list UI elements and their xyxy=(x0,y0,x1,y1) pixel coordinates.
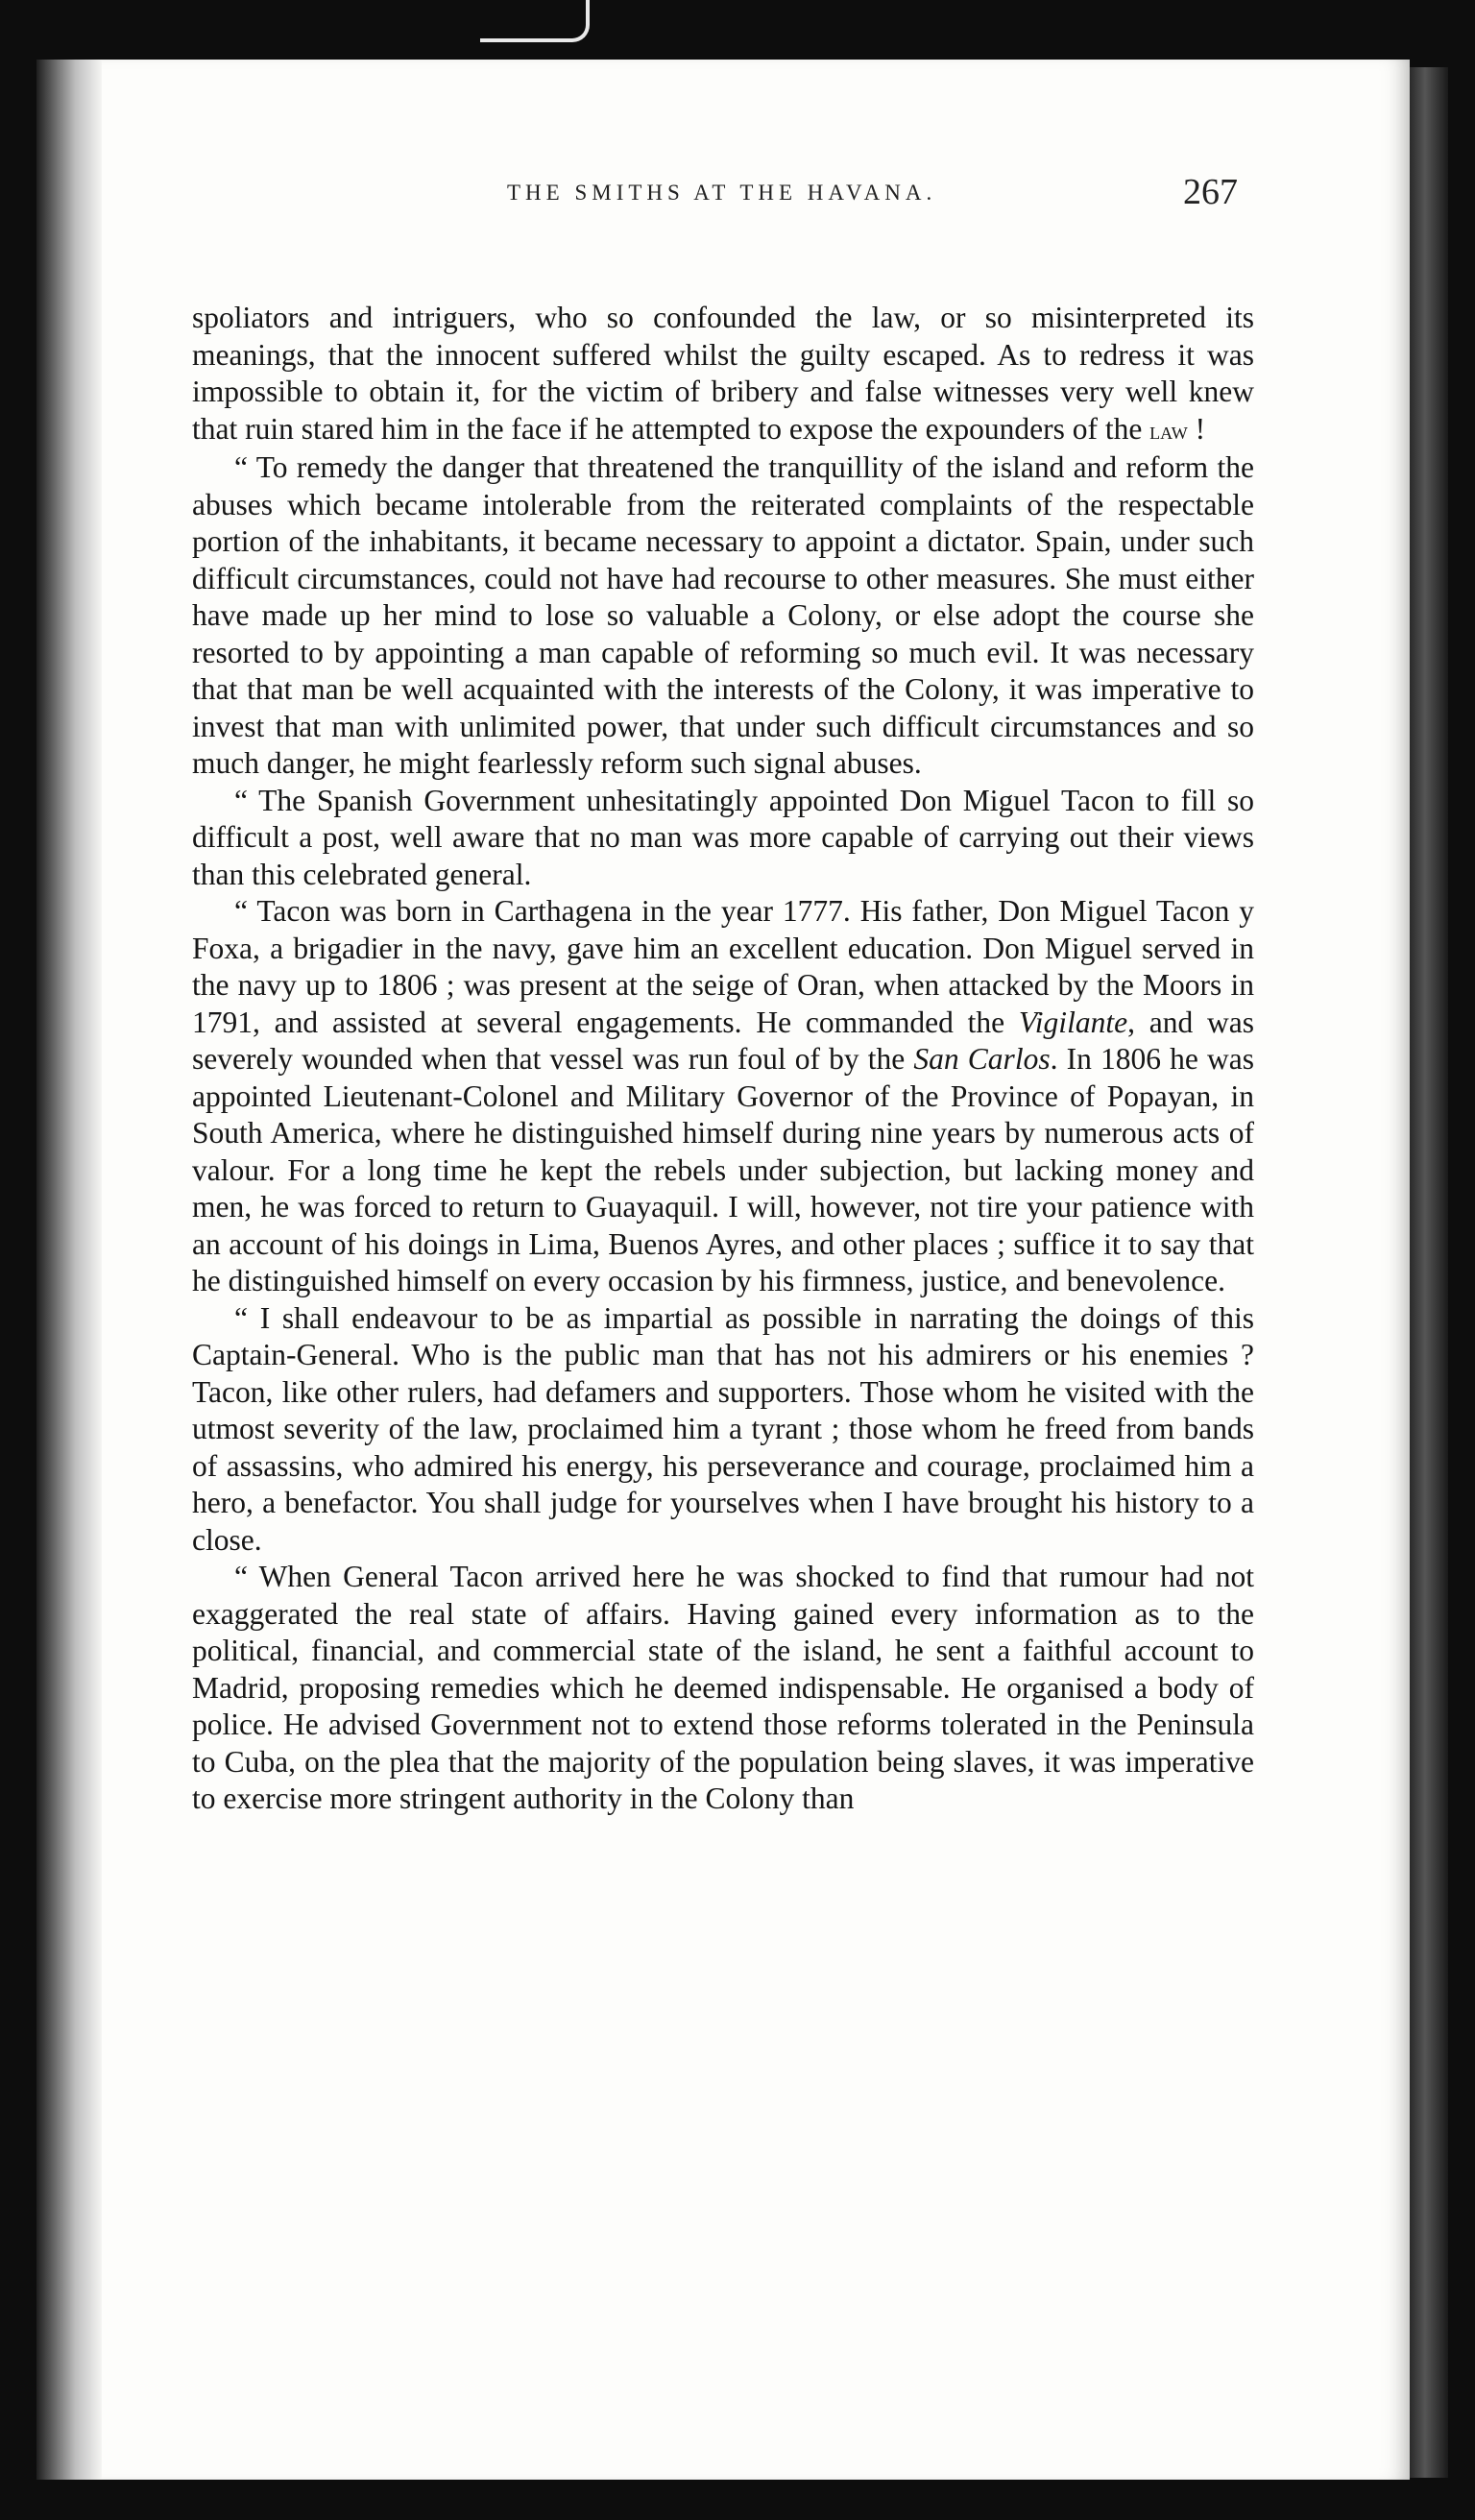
paragraph-1-text: spoliators and intriguers, who so confounded the law, or so misinterpreted its meanings, that the innocent suffered whilst the guilty escaped. As to redress it was impossible to obtain it, for the victim of bribery and false witnesses very well knew that ruin stared him in the face if he attempted to expose the expounders of the xyxy=(192,301,1254,446)
ship-name-vigilante: Vigilante xyxy=(1018,1005,1128,1039)
paragraph-4-text: “ Tacon was born in Carthagena in the year 1777. His father, Don Miguel Tacon y Foxa, a brigadier in the navy, gave him an excellent education. Don Miguel served in the navy up to 1806 ; was present at the seige of Oran, when attacked by the Moors in 1791, and assisted at several engagements. He commanded the xyxy=(192,894,1254,1039)
paragraph-4 xyxy=(192,893,1254,1300)
paragraph-1-end: ! xyxy=(1187,411,1206,446)
binding-mark xyxy=(480,0,590,42)
book-spine-shadow xyxy=(36,60,102,2480)
body-text xyxy=(192,300,1254,1818)
ship-name-san-carlos: San Carlos xyxy=(913,1042,1051,1076)
paragraph-2: “ To remedy the danger that threatened the tranquillity of the island and reform the abuses which became intolerable from the reiterated complaints of the respectable portion of the inhabitants, it became necessary to appoint a dictator. Spain, under such difficult circumstances, could not have had recourse to other measures. She must either have made up her mind to lose so valuable a Colony, or else adopt the course she resorted to by appointing a man capable of reforming so much evil. It was necessary that that man be well acquainted with the interests of the Colony, it was imperative to invest that man with unlimited power, that under such difficult circumstances and so much danger, he might fearlessly reform such signal abuses. xyxy=(192,450,1254,780)
paragraph-1 xyxy=(192,300,1254,449)
running-head-title: THE SMITHS AT THE HAVANA. xyxy=(507,181,937,205)
law-smallcaps: law xyxy=(1149,416,1188,445)
paragraph-4-text-3: . In 1806 he was appointed Lieutenant-Colonel and Military Governor of the Province of Popayan, in South America, where he distinguished himself during nine years by numerous acts of valour. For a long time he kept the rebels under subjection, but lacking money and men, he was forced to return to Guayaquil. I will, however, not tire your patience with an account of his doings in Lima, Buenos Ayres, and other places ; suffice it to say that he distinguished himself on every occasion by his firmness, justice, and benevolence. xyxy=(192,1042,1255,1297)
page-number: 267 xyxy=(1183,172,1238,212)
page-edge-shadow xyxy=(1410,67,1448,2478)
paragraph-6: “ When General Tacon arrived here he was shocked to find that rumour had not exaggerated the real state of affairs. Having gained every information as to the political, financial, and commercial state of the island, he sent a faithful account to Madrid, proposing remedies which he deemed indispensable. He organised a body of police. He advised Government not to extend those reforms tolerated in the Peninsula to Cuba, on the plea that the majority of the population being slaves, it was imperative to exercise more stringent authority in the Colony than xyxy=(192,1560,1254,1815)
paragraph-5: “ I shall endeavour to be as impartial as possible in narrating the doings of this Captain-General. Who is the public man that has not his admirers or his enemies ? Tacon, like other rulers, had defamers and supporters. Those whom he visited with the utmost severity of the law, proclaimed him a tyrant ; those whom he freed from bands of assassins, who admired his energy, his perseverance and courage, proclaimed him a hero, a benefactor. You shall judge for yourselves when I have brought his history to a close. xyxy=(192,1300,1254,1557)
paragraph-3: “ The Spanish Government unhesitatingly appointed Don Miguel Tacon to fill so difficult a post, well aware that no man was more capable of carrying out their views than this celebrated general. xyxy=(192,783,1254,891)
paragraph-4-text-2: , and was severely wounded when that vessel was run foul of by the xyxy=(192,1005,1254,1076)
